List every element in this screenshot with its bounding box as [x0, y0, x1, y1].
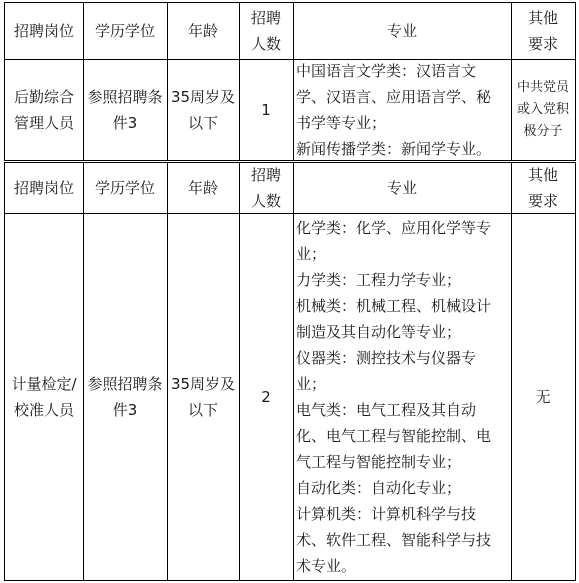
cell-position: 计量检定/校准人员: [11, 374, 77, 419]
major-line: 业；: [296, 244, 327, 263]
cell-other: 无: [535, 387, 551, 406]
major-line: 计算机类：计算机科学与技: [296, 504, 477, 523]
cell-count: 1: [261, 100, 271, 119]
header-position: 招聘岗位: [13, 22, 74, 40]
major-line: 化、电气工程与智能控制、电: [296, 426, 492, 445]
cell-education: 参照招聘条件3: [87, 374, 163, 419]
cell-major: [293, 59, 511, 160]
header-major: 专业: [386, 22, 417, 40]
cell-age: 35周岁及以下: [170, 87, 236, 132]
major-line: 机械类：机械工程、机械设计: [296, 296, 492, 315]
cell-age: 35周岁及以下: [170, 374, 236, 419]
major-line: 仪器类：测控技术与仪器专: [296, 348, 477, 367]
major-line: 术专业。: [296, 556, 357, 575]
major-line: 新闻传播学类：新闻学专业。: [296, 139, 492, 158]
major-line: 力学类：工程力学专业；: [296, 270, 462, 289]
major-line: 化学类：化学、应用化学等专: [296, 218, 492, 237]
major-line: 自动化类：自动化专业；: [296, 478, 462, 497]
major-line: 书学等专业；: [296, 113, 387, 132]
header-education: 学历学位: [94, 22, 155, 40]
major-line: 电气类：电气工程及其自动: [296, 400, 477, 419]
header-education: 学历学位: [94, 179, 155, 197]
header-count: 招聘人数: [250, 9, 281, 53]
header-age: 年龄: [187, 179, 218, 197]
major-line: 学、汉语言、应用语言学、秘: [296, 87, 492, 106]
major-line: 气工程与智能控制专业；: [296, 452, 462, 471]
header-age: 年龄: [187, 22, 218, 40]
header-position: 招聘岗位: [13, 179, 74, 197]
table-1: [4, 2, 576, 161]
header-other: 其他要求: [527, 9, 558, 53]
table-2: [4, 162, 576, 581]
header-other: 其他要求: [527, 166, 558, 210]
major-line: 业；: [296, 374, 327, 393]
major-line: 制造及其自动化等专业；: [296, 322, 462, 341]
header-count: 招聘人数: [250, 166, 281, 210]
cell-education: 参照招聘条件3: [87, 87, 163, 132]
major-line: 术、软件工程、智能科学与技: [296, 530, 492, 549]
cell-position: 后勤综合管理人员: [13, 87, 74, 132]
cell-major: [293, 213, 511, 580]
cell-count: 2: [261, 387, 271, 406]
major-line: 中国语言文学类：汉语言文: [296, 61, 477, 80]
header-major: 专业: [386, 179, 417, 197]
cell-other: 中共党员或入党积极分子: [517, 79, 570, 139]
